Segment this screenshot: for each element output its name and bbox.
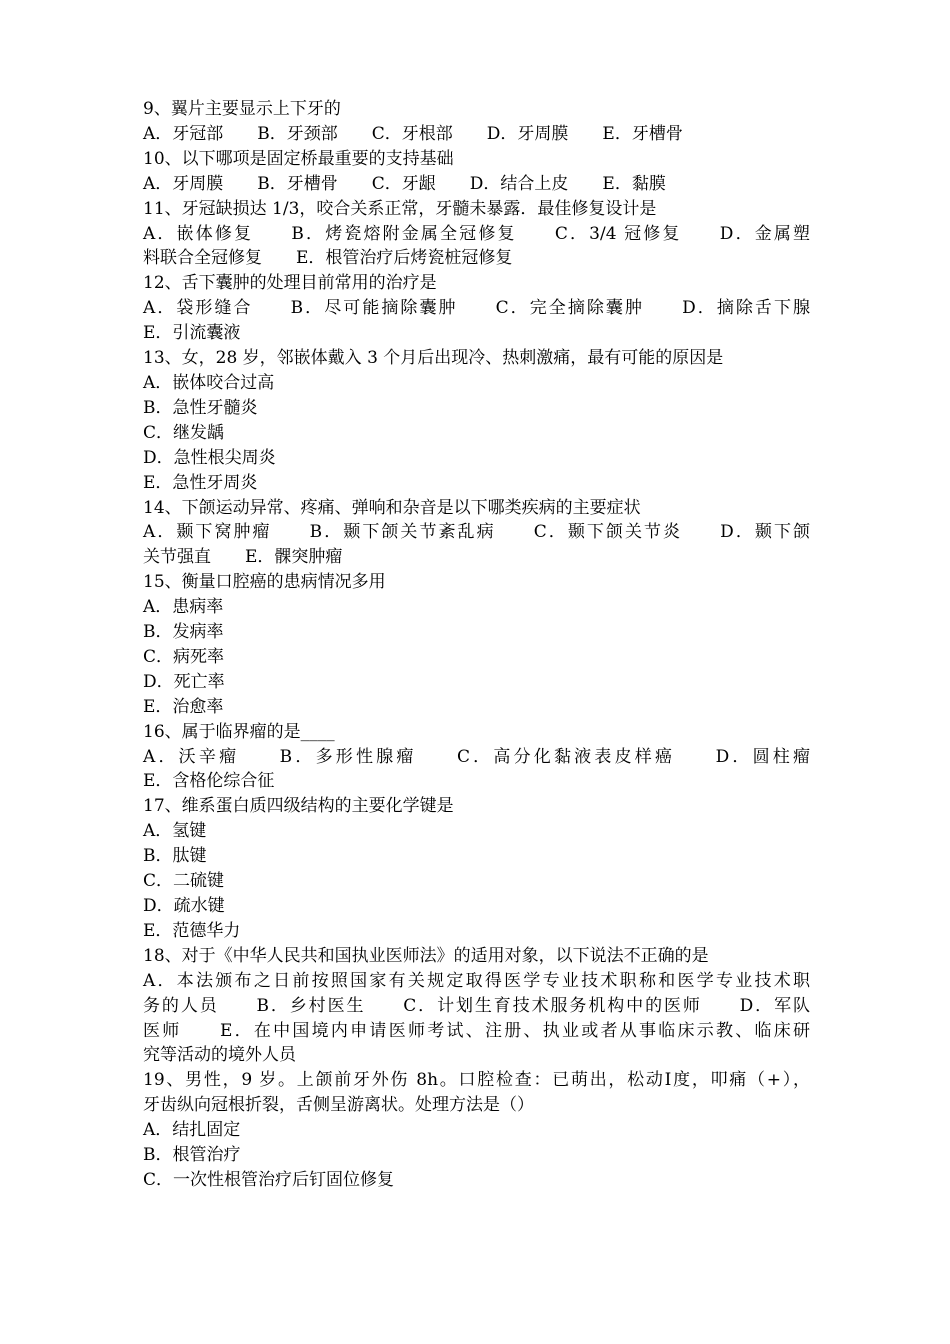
question-18-options-line4: 究等活动的境外人员 (143, 1045, 296, 1066)
question-15-option-a: A．患病率 (143, 597, 224, 618)
question-17-option-a: A．氢键 (143, 821, 207, 842)
question-15-stem: 15、衡量口腔癌的患病情况多用 (143, 572, 386, 593)
question-13-option-a: A．嵌体咬合过高 (143, 372, 275, 393)
question-14-options-line2: 关节强直 E．髁突肿瘤 (143, 547, 343, 568)
question-13-option-c: C．继发龋 (143, 422, 225, 443)
question-17-option-b: B．肽键 (143, 846, 207, 867)
question-16-options-line2: E．含格伦综合征 (143, 771, 275, 792)
question-17-stem: 17、维系蛋白质四级结构的主要化学键是 (143, 796, 454, 817)
question-19-option-c: C．一次性根管治疗后钉固位修复 (143, 1169, 395, 1190)
question-19-option-b: B．根管治疗 (143, 1145, 241, 1166)
question-16-options-line1: A．沃辛瘤 B．多形性腺瘤 C．高分化黏液表皮样癌 D．圆柱瘤 (143, 746, 810, 767)
question-19-stem-line2: 牙齿纵向冠根折裂，舌侧呈游离状。处理方法是（） (143, 1095, 534, 1116)
question-11-options-line1: A．嵌体修复 B．烤瓷熔附金属全冠修复 C．3/4 冠修复 D．金属塑 (143, 223, 810, 244)
question-11-stem: 11、牙冠缺损达 1/3，咬合关系正常，牙髓未暴露．最佳修复设计是 (143, 198, 657, 219)
question-9-stem: 9、翼片主要显示上下牙的 (143, 99, 341, 119)
question-17-option-d: D．疏水键 (143, 896, 225, 916)
question-9-options: A．牙冠部 B．牙颈部 C．牙根部 D．牙周膜 E．牙槽骨 (143, 123, 683, 144)
question-19-option-a: A．结扎固定 (143, 1120, 241, 1141)
question-12-options-line2: E．引流囊液 (143, 323, 241, 344)
question-18-stem: 18、对于《中华人民共和国执业医师法》的适用对象，以下说法不正确的是 (143, 945, 709, 966)
question-15-option-d: D．死亡率 (143, 671, 225, 692)
question-14-options-line1: A．颞下窝肿瘤 B．颞下颌关节紊乱病 C．颞下颌关节炎 D．颞下颌 (143, 522, 810, 543)
question-13-option-d: D．急性根尖周炎 (143, 447, 276, 468)
question-12-options-line1: A．袋形缝合 B．尽可能摘除囊肿 C．完全摘除囊肿 D．摘除舌下腺 (143, 298, 810, 319)
question-10-stem: 10、以下哪项是固定桥最重要的支持基础 (143, 148, 454, 169)
document-page (143, 97, 810, 1193)
question-17-option-e: E．范德华力 (143, 920, 241, 941)
question-12-stem: 12、舌下囊肿的处理目前常用的治疗是 (143, 273, 437, 294)
question-13-option-b: B．急性牙髓炎 (143, 397, 258, 418)
question-14-stem: 14、下颌运动异常、疼痛、弹响和杂音是以下哪类疾病的主要症状 (143, 497, 641, 518)
question-17-option-c: C．二硫键 (143, 871, 225, 892)
question-18-options-line3: 医师 E．在中国境内申请医师考试、注册、执业或者从事临床示教、临床研 (143, 1020, 810, 1041)
question-13-option-e: E．急性牙周炎 (143, 472, 258, 493)
question-11-options-line2: 料联合全冠修复 E．根管治疗后烤瓷桩冠修复 (143, 248, 513, 269)
question-16-stem: 16、属于临界瘤的是____ (143, 721, 335, 742)
question-13-stem: 13、女，28 岁，邻嵌体戴入 3 个月后出现冷、热刺激痛，最有可能的原因是 (143, 348, 724, 369)
question-10-options: A．牙周膜 B．牙槽骨 C．牙龈 D．结合上皮 E．黏膜 (143, 173, 666, 194)
question-15-option-b: B．发病率 (143, 622, 224, 643)
question-19-stem-line1: 19、男性，9 岁。上颌前牙外伤 8h。口腔检查：已萌出，松动Ⅰ度，叩痛（+）， (143, 1070, 810, 1091)
question-15-option-c: C．病死率 (143, 646, 225, 667)
question-18-options-line2: 务的人员 B．乡村医生 C．计划生育技术服务机构中的医师 D．军队 (143, 995, 810, 1016)
question-15-option-e: E．治愈率 (143, 696, 224, 717)
question-18-options-line1: A．本法颁布之日前按照国家有关规定取得医学专业技术职称和医学专业技术职 (143, 970, 810, 991)
